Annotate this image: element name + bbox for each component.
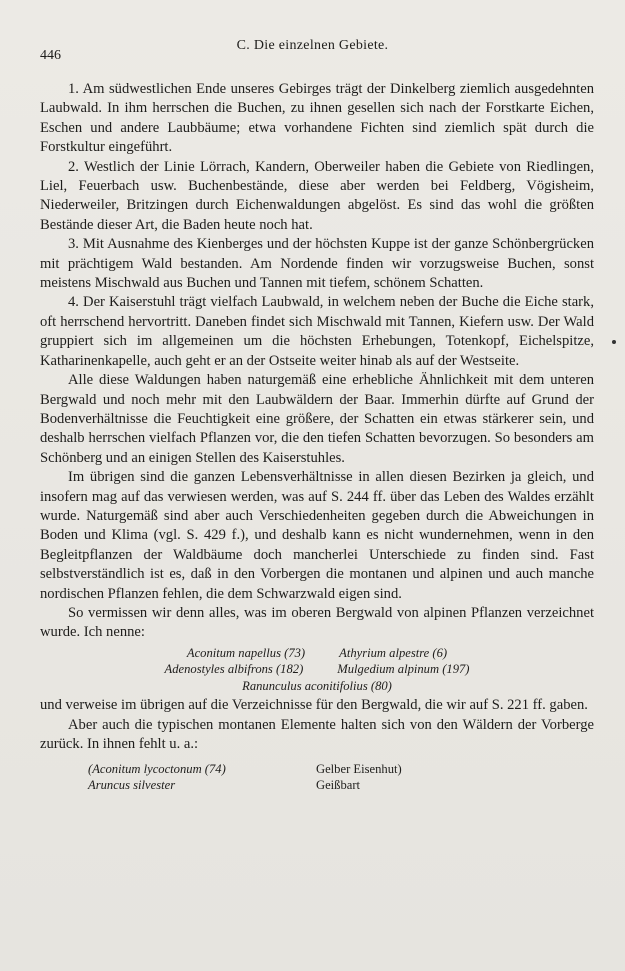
plant-list-montane: [88, 761, 594, 794]
margin-speck: [612, 340, 616, 344]
plant-scientific-name: Aruncus silvester: [88, 778, 176, 792]
paragraph-6: Im übrigen sind die ganzen Lebensverhältnisse in allen diesen Bezirken ja gleich, und insofern mag auf das verwiesen werden, was auf S. 244 ff. über das Leben des Waldes erzählt wurde. Naturgemäß sind aber auch Verschiedenheiten gegeben durch die Abweichungen in Boden und Klima (vgl. S. 429 f.), und deshalb kann es nicht wundernehmen, wenn in den Begleitpflanzen der Waldbäume doch mancherlei Unterschiede zu finden sind. Fast selbstverständlich ist es, daß in den Vorbergen die montanen und alpinen und auch manche nordischen Pflanzen fehlen, die dem Schwarzwald eigen sind.: [40, 469, 594, 602]
running-head: C. Die einzelnen Gebiete.: [236, 38, 389, 53]
plant-name: Mulgedium alpinum (197): [337, 662, 470, 677]
paragraph-4: 4. Der Kaiserstuhl trägt vielfach Laubwald, in welchem neben der Buche die Eiche stark, oft herrschend hervortritt. Daneben findet sich Mischwald mit Tannen, Kiefern usw. Der Wald gruppiert sich im allgemeinen um die höchsten Erhebungen, Totenkopf, Eichelspitze, Katharinenkapelle, auch geht er an der Ostseite weiter hinab als auf der Westseite.: [40, 294, 594, 369]
plant-row: [40, 678, 594, 695]
plant-row: [88, 761, 594, 778]
paragraph-after-list: und verweise im übrigen auf die Verzeichnisse für den Bergwald, die wir auf S. 221 ff. gaben.: [40, 697, 588, 714]
plant-name: Adenostyles albifrons (182): [164, 662, 304, 677]
plant-row: [40, 645, 594, 662]
plant-name: Aconitum napellus (73): [186, 645, 306, 660]
plant-name: Ranunculus aconitifolius (80): [242, 678, 392, 693]
paragraph-5: Alle diese Waldungen haben naturgemäß eine erhebliche Ähnlichkeit mit dem unteren Bergwald und noch mehr mit den Laubwäldern der Baar. Immerhin dürfte auf Grund der Bodenverhältnisse die Feuchtigkeit eine größere, der Schatten ein etwas stärkerer sein, und deshalb herrschen vielfach Pflanzen vor, die den tiefen Schatten bevorzugen. So besonders am Schönberg und an einigen Stellen des Kaiserstuhles.: [40, 372, 594, 466]
body-text: [40, 80, 594, 794]
page-header: [40, 38, 585, 63]
paragraph-1: 1. Am südwestlichen Ende unseres Gebirges trägt der Dinkelberg ziemlich ausgedehnten Laubwald. In ihm herrschen die Buchen, zu ihnen gesellen sich nach der Forstkarte Eichen, Eschen und andere Laubbäume; etwa vorhandene Fichten sind ziemlich spät durch die Forstkultur eingeführt.: [40, 81, 594, 156]
plant-row: [88, 777, 594, 794]
paragraph-last: Aber auch die typischen montanen Elemente halten sich von den Wäldern der Vorberge zurück. In ihnen fehlt u. a.:: [40, 716, 594, 753]
plant-common-name: Geißbart: [316, 778, 361, 792]
plant-name: Athyrium alpestre (6): [339, 645, 448, 660]
plant-common-name: Gelber Eisenhut): [316, 761, 402, 776]
page-number: 446: [40, 48, 61, 63]
plant-list-alpine: [40, 645, 594, 695]
plant-row: [40, 661, 594, 678]
paragraph-7: So vermissen wir denn alles, was im oberen Bergwald von alpinen Pflanzen verzeichnet wurde. Ich nenne:: [40, 604, 594, 641]
paragraph-3: 3. Mit Ausnahme des Kienberges und der höchsten Kuppe ist der ganze Schönbergrücken mit prächtigem Wald bestanden. Am Nordende finden wir vorzugsweise Buchen, sonst meistens Mischwald aus Buchen und Tannen mit tiefem, schönem Schatten.: [40, 236, 594, 292]
paragraph-2: 2. Westlich der Linie Lörrach, Kandern, Oberweiler haben die Gebiete von Riedlingen, Liel, Feuerbach usw. Buchenbestände, diese aber werden bei Feldberg, Vögisheim, Niederweiler, Britzingen durch Eichenwaldungen abgelöst. Es sind das wohl die größten Bestände dieser Art, die Baden heute noch hat.: [40, 158, 594, 233]
plant-scientific-name: (Aconitum lycoctonum (74): [88, 761, 226, 776]
